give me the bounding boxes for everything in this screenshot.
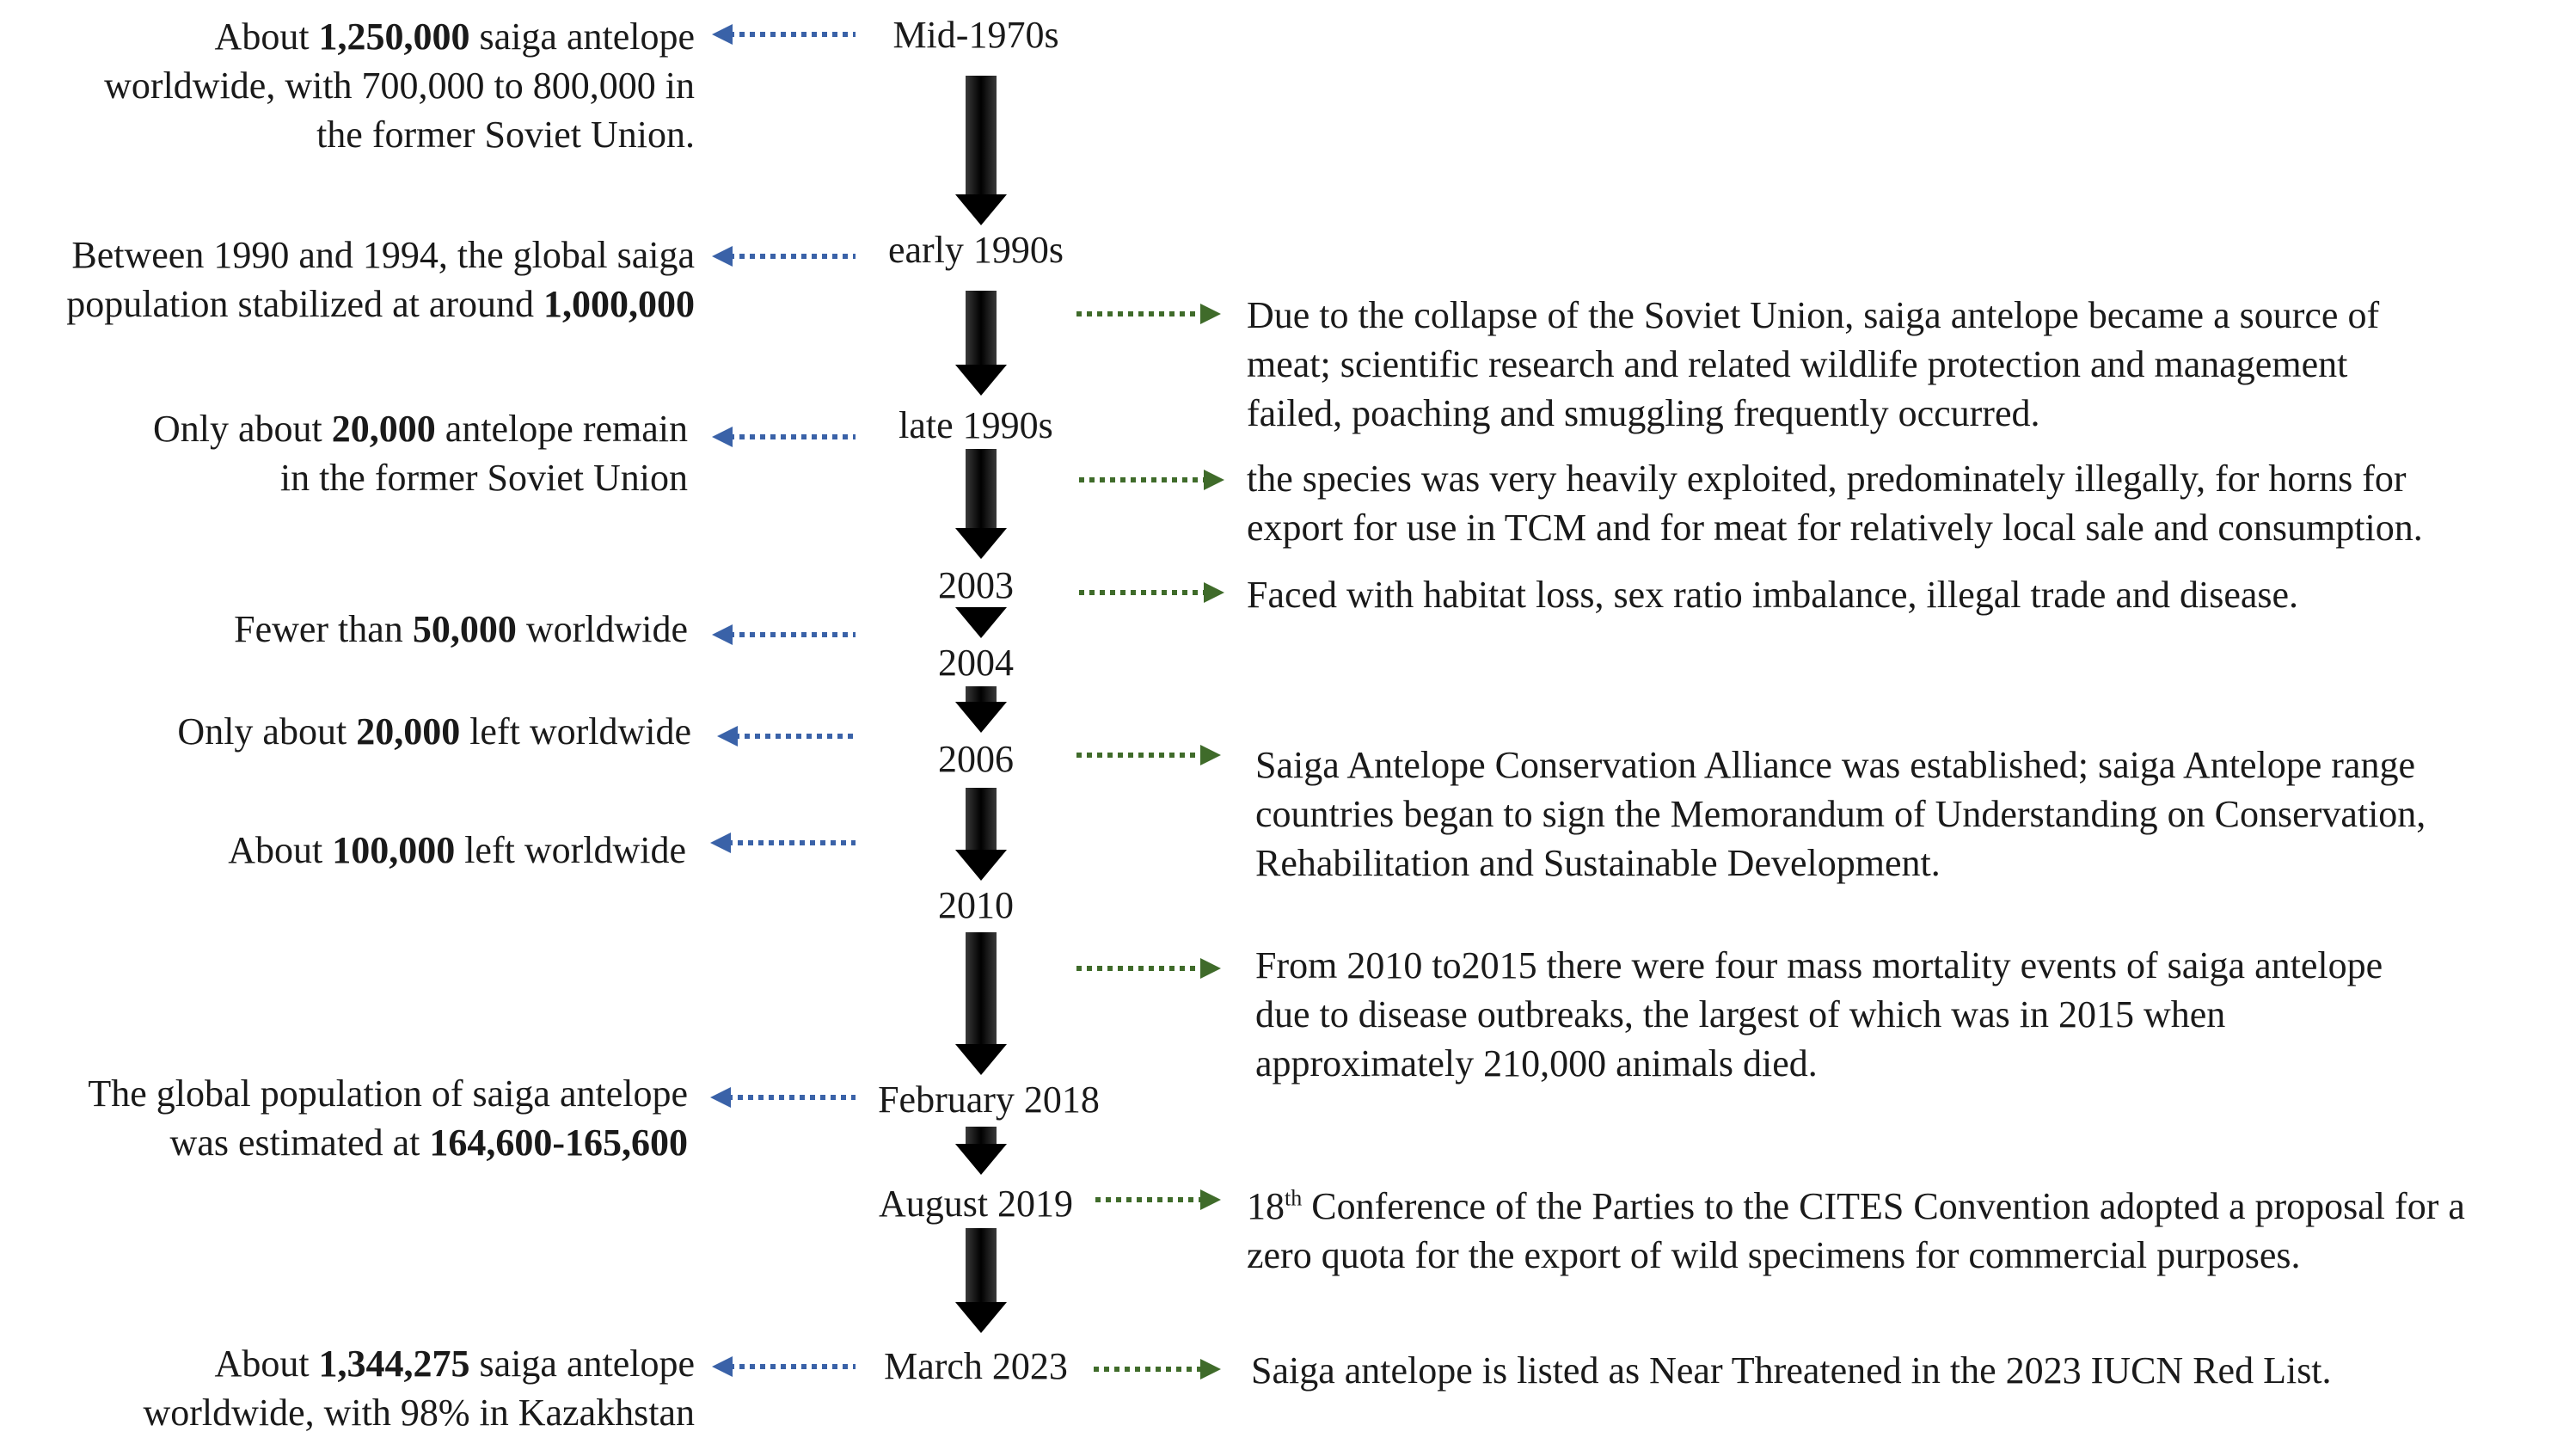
note-line	[1255, 941, 2383, 990]
note-text: meat; scientific research and related wildlife protection and management	[1247, 343, 2348, 385]
note-line	[7, 605, 688, 654]
note-line	[1255, 990, 2383, 1039]
timeline-label-2004: 2004	[938, 642, 1014, 684]
timeline-arrow-head	[955, 1302, 1007, 1333]
pointer-head-left	[710, 833, 731, 853]
note-text: Conference of the Parties to the CITES Convention adopted a proposal for a	[1302, 1185, 2465, 1227]
left-note-late-1990s	[7, 404, 688, 502]
note-line	[1247, 570, 2298, 619]
note-text: population stabilized at around	[66, 283, 543, 325]
timeline-arrow-shaft	[966, 449, 997, 528]
timeline-label-august-2019: August 2019	[878, 1183, 1074, 1225]
highlighted-figure: 1,000,000	[543, 283, 695, 325]
pointer-head-right	[1200, 304, 1221, 324]
note-text: the former Soviet Union.	[316, 114, 695, 156]
note-text: antelope remain	[435, 408, 688, 450]
note-text: saiga antelope	[469, 15, 695, 58]
note-text: Due to the collapse of the Soviet Union, saiga antelope became a source of	[1247, 294, 2380, 336]
pointer-head-left	[717, 726, 738, 747]
note-line	[1247, 1231, 2465, 1280]
left-note-march-2023	[7, 1339, 695, 1437]
timeline-label-february-2018: February 2018	[878, 1078, 1100, 1121]
note-line	[1251, 1346, 2332, 1395]
note-line	[1255, 1039, 2383, 1088]
note-text: due to disease outbreaks, the largest of which was in 2015 when	[1255, 993, 2226, 1035]
timeline-arrow-shaft	[966, 291, 997, 365]
right-note-soviet-collapse	[1247, 291, 2379, 438]
note-line	[1247, 1182, 2465, 1231]
pointer-head-left	[712, 427, 733, 447]
note-line	[1247, 340, 2379, 389]
note-text: From 2010 to2015 there were four mass mortality events of saiga antelope	[1255, 944, 2383, 986]
left-note-february-2018	[7, 1069, 688, 1167]
note-line	[7, 453, 688, 502]
note-line	[7, 1118, 688, 1167]
pointer-head-left	[712, 246, 733, 267]
note-line	[1247, 291, 2379, 340]
right-note-2006-alliance	[1255, 740, 2426, 888]
pointer-head-left	[712, 1356, 733, 1377]
timeline-arrow-head	[955, 850, 1007, 881]
note-text: Faced with habitat loss, sex ratio imbalance, illegal trade and disease.	[1247, 574, 2299, 616]
timeline-arrow-shaft	[966, 76, 997, 194]
note-text: worldwide	[516, 608, 688, 650]
note-line	[7, 61, 695, 110]
pointer-head-right	[1200, 745, 1221, 765]
highlighted-figure: 100,000	[332, 829, 456, 871]
timeline-arrow-head	[955, 365, 1007, 396]
timeline-label-early-1990s: early 1990s	[887, 229, 1064, 271]
timeline-label-mid-1970s: Mid-1970s	[892, 14, 1059, 56]
highlighted-figure: 20,000	[356, 710, 461, 753]
timeline-arrow-shaft	[966, 1228, 997, 1302]
highlighted-figure: 1,250,000	[318, 15, 470, 58]
note-text: Only about	[177, 710, 357, 753]
note-text: saiga antelope	[469, 1343, 695, 1385]
pointer-head-left	[710, 1087, 731, 1108]
note-text: th	[1285, 1185, 1303, 1211]
note-text: in the former Soviet Union	[279, 457, 688, 499]
note-text: The global population of saiga antelope	[88, 1072, 688, 1115]
timeline-label-late-1990s: late 1990s	[899, 404, 1053, 446]
pointer-head-right	[1200, 958, 1221, 979]
note-line	[7, 404, 688, 453]
timeline-arrow-head	[955, 528, 1007, 559]
right-note-iucn	[1251, 1346, 2332, 1395]
note-text: worldwide, with 98% in Kazakhstan	[143, 1392, 695, 1434]
note-text: Only about	[153, 408, 332, 450]
right-note-mass-mortality	[1255, 941, 2383, 1088]
note-line	[7, 826, 686, 875]
note-text: Saiga Antelope Conservation Alliance was established; saiga Antelope range	[1255, 744, 2415, 786]
note-text: export for use in TCM and for meat for relatively local sale and consumption.	[1247, 507, 2423, 549]
pointer-head-right	[1200, 1189, 1221, 1210]
timeline-arrow-shaft	[966, 686, 997, 702]
note-line	[1255, 839, 2426, 888]
highlighted-figure: 20,000	[331, 408, 436, 450]
note-line	[7, 110, 695, 159]
timeline-arrow-head	[955, 194, 1007, 225]
timeline-arrow-head	[955, 607, 1007, 638]
note-text: left worldwide	[460, 710, 691, 753]
note-text: worldwide, with 700,000 to 800,000 in	[104, 65, 695, 107]
note-text: countries began to sign the Memorandum of Understanding on Conservation,	[1255, 793, 2426, 835]
note-text: Between 1990 and 1994, the global saiga	[71, 234, 695, 276]
left-note-early-1990s	[7, 230, 695, 329]
right-note-exploitation	[1247, 454, 2423, 552]
left-note-2004	[7, 605, 688, 654]
note-text: Saiga antelope is listed as Near Threatened in the 2023 IUCN Red List.	[1251, 1349, 2332, 1392]
timeline-label-2003: 2003	[938, 564, 1014, 606]
note-text: the species was very heavily exploited, predominately illegally, for horns for	[1247, 458, 2407, 500]
pointer-head-right	[1204, 470, 1224, 490]
right-note-2003-threats	[1247, 570, 2298, 619]
note-text: was estimated at	[169, 1121, 430, 1164]
note-text: Rehabilitation and Sustainable Development.	[1255, 842, 1941, 884]
pointer-head-right	[1204, 582, 1224, 603]
note-line	[7, 1069, 688, 1118]
note-line	[7, 1339, 695, 1388]
right-note-cites	[1247, 1182, 2465, 1280]
left-note-2006	[7, 707, 691, 756]
note-text: left worldwide	[455, 829, 686, 871]
left-note-mid-1970s	[7, 12, 695, 159]
note-line	[7, 280, 695, 329]
note-text: zero quota for the export of wild specimens for commercial purposes.	[1247, 1234, 2301, 1276]
note-text: About	[214, 1343, 319, 1385]
timeline-arrow-head	[955, 1044, 1007, 1075]
timeline-arrow-head	[955, 1144, 1007, 1175]
note-text: Fewer than	[234, 608, 413, 650]
pointer-head-left	[712, 24, 733, 45]
note-line	[1247, 389, 2379, 438]
note-line	[7, 1388, 695, 1437]
note-line	[7, 12, 695, 61]
note-text: failed, poaching and smuggling frequently occurred.	[1247, 392, 2040, 434]
note-line	[1255, 740, 2426, 790]
note-line	[1247, 454, 2423, 503]
highlighted-figure: 50,000	[412, 608, 517, 650]
note-text: About	[214, 15, 319, 58]
note-text: approximately 210,000 animals died.	[1255, 1042, 1818, 1085]
timeline-arrow-head	[955, 702, 1007, 733]
note-line	[1247, 503, 2423, 552]
note-line	[7, 707, 691, 756]
note-text: About	[228, 829, 333, 871]
pointer-head-right	[1200, 1359, 1221, 1379]
note-text: 18	[1247, 1185, 1285, 1227]
timeline-arrow-shaft	[966, 788, 997, 850]
note-line	[7, 230, 695, 280]
timeline-label-2006: 2006	[938, 738, 1014, 780]
timeline-label-march-2023: March 2023	[884, 1345, 1068, 1387]
highlighted-figure: 164,600-165,600	[429, 1121, 688, 1164]
timeline-arrow-shaft	[966, 932, 997, 1044]
pointer-head-left	[712, 624, 733, 645]
timeline-label-2010: 2010	[938, 884, 1014, 926]
note-line	[1255, 790, 2426, 839]
left-note-2010	[7, 826, 686, 875]
highlighted-figure: 1,344,275	[318, 1343, 470, 1385]
timeline-arrow-shaft	[966, 1127, 997, 1144]
